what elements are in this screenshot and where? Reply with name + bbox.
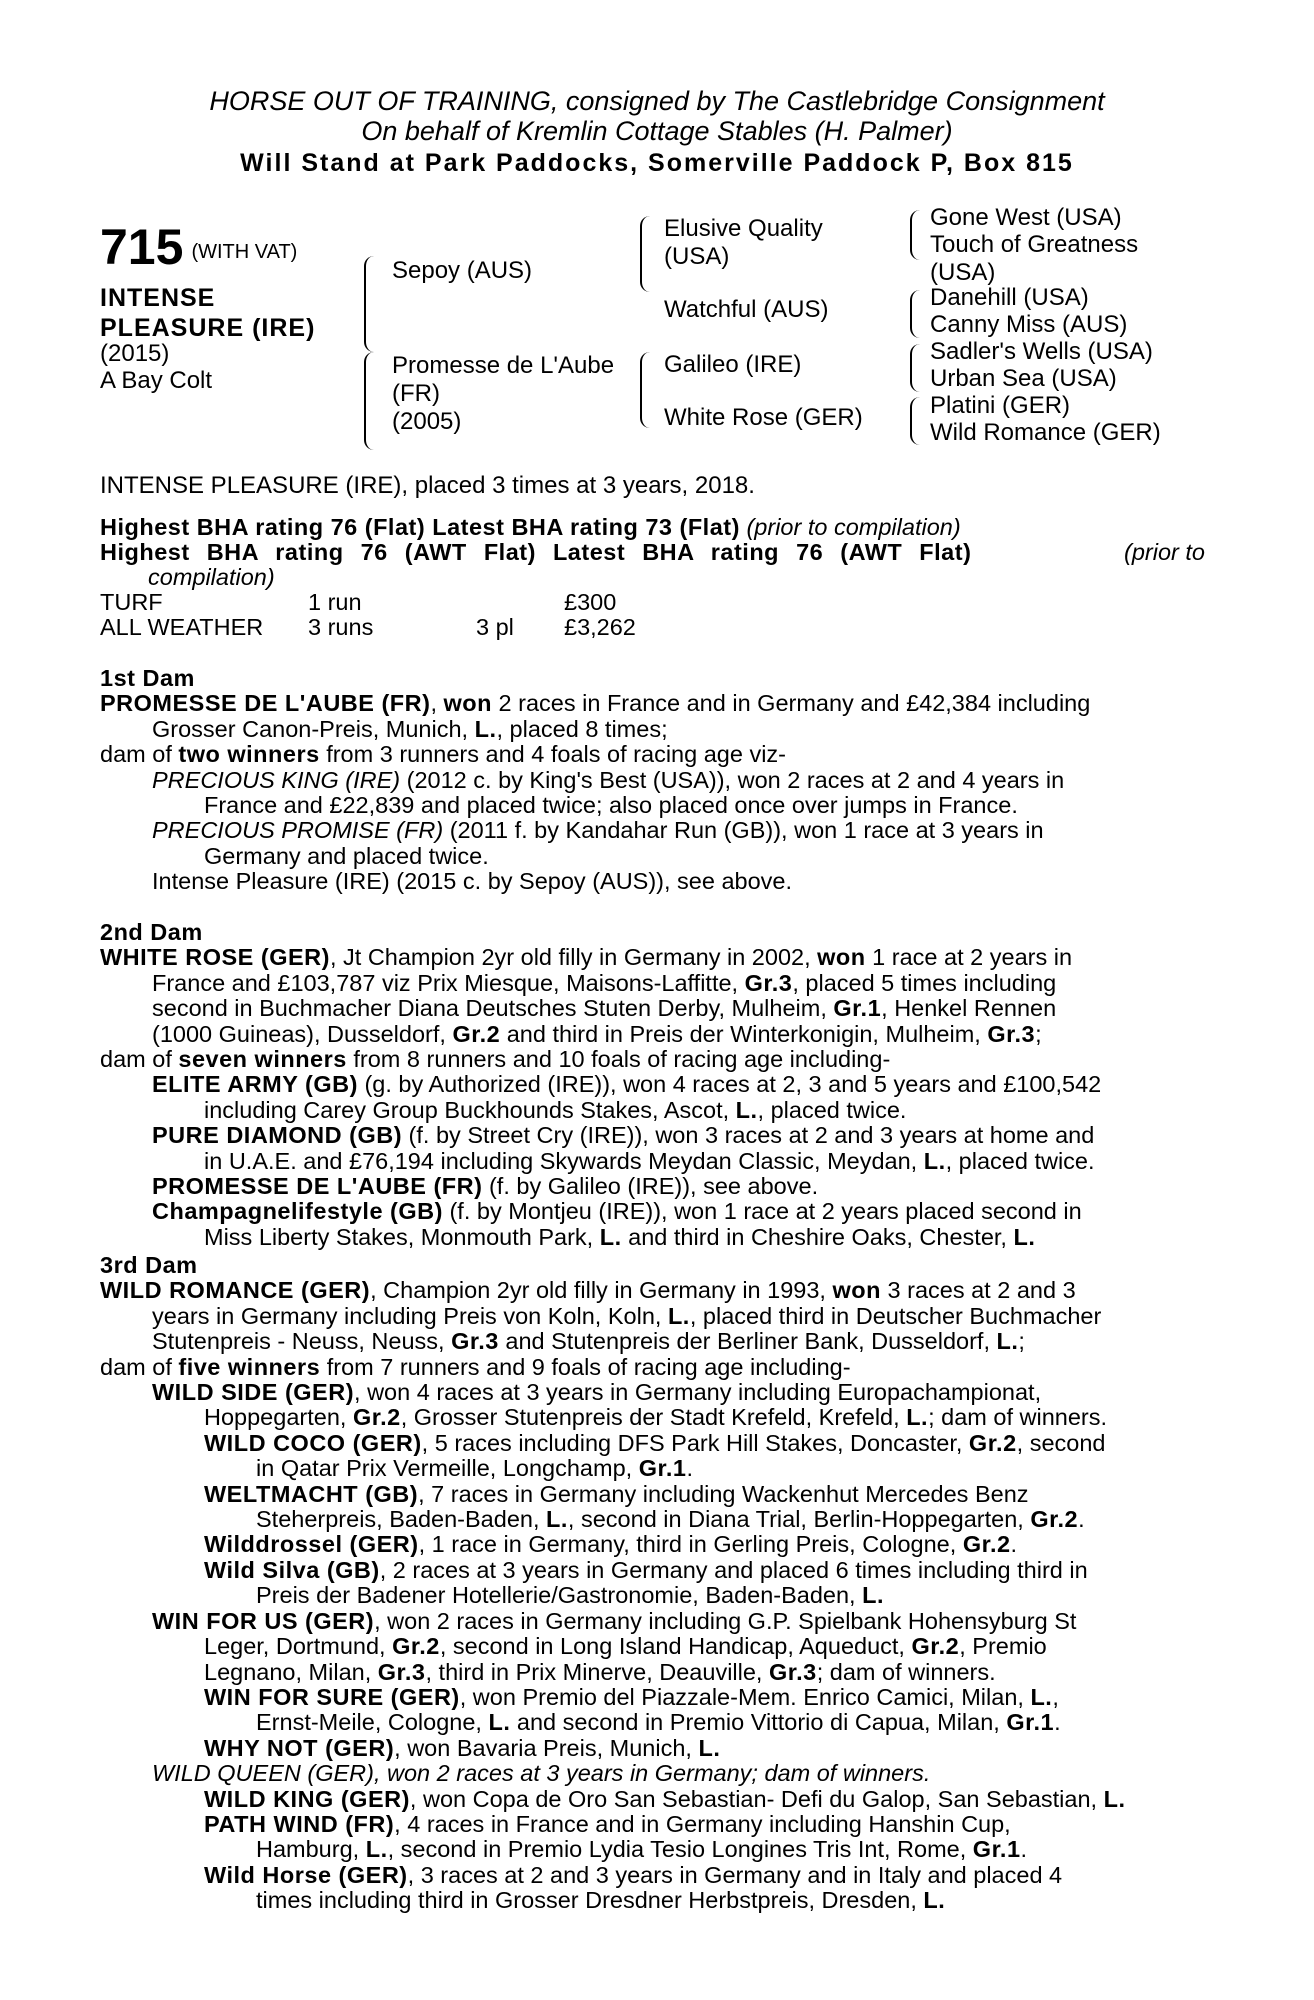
text: , Premio (959, 1633, 1047, 1660)
produce-item: Intense Pleasure (IRE) (2015 c. by Sepoy (AUS)), see above. (152, 868, 793, 895)
produce-item-cont (100, 1149, 1205, 1174)
rating-flat: Highest BHA rating 76 (Flat) Latest BHA rating 73 (Flat) (100, 514, 740, 540)
text: France and £22,839 and placed twice; also placed once over jumps in France. (204, 792, 1018, 819)
grade-label: Gr.1 (1006, 1709, 1055, 1736)
lot-number: 715 (100, 219, 184, 275)
ss-dam-line1: Touch of Greatness (930, 231, 1139, 258)
brace-sire (640, 216, 652, 292)
produce-name: Wild Silva (GB) (204, 1556, 380, 1583)
produce-item-cont (100, 1456, 1205, 1481)
horse-description: A Bay Colt (100, 367, 213, 394)
listed-label: L. (667, 1302, 690, 1329)
text: (2011 f. by Kandahar Run (GB)), won 1 race at 3 years in (443, 817, 1044, 844)
produce-item-cont (100, 1507, 1205, 1532)
text: Grosser Canon-Preis, Munich, (152, 715, 475, 742)
text: Miss Liberty Stakes, Monmouth Park, (204, 1223, 600, 1250)
second-dam-record (100, 945, 1205, 970)
text: and second in Premio Vittorio di Capua, Milan, (510, 1709, 1007, 1736)
text: , 7 races in Germany including Wackenhut Mercedes Benz (418, 1480, 1029, 1507)
produce-item-cont (100, 1837, 1205, 1862)
text: , second (1016, 1429, 1106, 1456)
text: (2012 c. by King's Best (USA)), won 2 races at 2 and 4 years in (400, 766, 1065, 793)
produce-item (100, 1532, 1205, 1557)
text: , placed 5 times including (792, 969, 1057, 996)
record-turf-surface: TURF (100, 589, 163, 615)
grade-label: Gr.1 (833, 995, 882, 1022)
grade-label: Gr.2 (968, 1429, 1017, 1456)
text: Stutenpreis - Neuss, Neuss, (152, 1328, 452, 1355)
text: Ernst-Meile, Cologne, (256, 1709, 489, 1736)
produce-name: PATH WIND (FR) (204, 1810, 395, 1837)
text: 1 race at 2 years in (865, 944, 1073, 971)
dd-dam: Wild Romance (GER) (930, 419, 1161, 446)
produce-item (100, 1812, 1205, 1837)
consignor-line: HORSE OUT OF TRAINING, consigned by The Castlebridge Consignment (209, 86, 1105, 116)
produce-name: WHY NOT (GER) (204, 1734, 395, 1761)
text: (g. by Authorized (IRE)), won 4 races at 2, 3 and 5 years and £100,542 (357, 1071, 1102, 1098)
text: , placed twice. (757, 1096, 907, 1123)
text: , won Copa de Oro San Sebastian- Defi du Galop, San Sebastian, (409, 1785, 1104, 1812)
record-turf-runs: 1 run (308, 589, 362, 615)
text: Legnano, Milan, (204, 1658, 378, 1685)
produce-item (100, 1558, 1205, 1583)
grade-label: Gr.2 (1030, 1506, 1079, 1533)
listed-label: L. (1013, 1223, 1036, 1250)
listed-label: L. (488, 1709, 511, 1736)
produce-item (100, 818, 1205, 843)
produce-item (100, 1482, 1205, 1507)
grade-label: Gr.2 (452, 1020, 501, 1047)
winners-count: seven winners (178, 1046, 347, 1073)
produce-name: PROMESSE DE L'AUBE (FR) (152, 1173, 483, 1200)
dam (392, 352, 614, 436)
text: , second in Diana Trial, Berlin-Hoppegarten, (567, 1506, 1031, 1533)
text: (f. by Montjeu (IRE)), won 1 race at 2 years placed second in (442, 1198, 1082, 1225)
won-label: won (817, 944, 866, 971)
produce-item (100, 1431, 1205, 1456)
produce-name: PRECIOUS PROMISE (FR) (152, 817, 444, 844)
text: and Stutenpreis der Berliner Bank, Dusseldorf, (498, 1328, 997, 1355)
second-dam-produce (100, 1047, 1205, 1072)
text: dam of (100, 1046, 179, 1073)
listed-label: L. (906, 1404, 929, 1431)
text: Preis der Badener Hotellerie/Gastronomie, Baden-Baden, (256, 1582, 863, 1609)
text: and third in Preis der Winterkonigin, Mulheim, (500, 1020, 988, 1047)
listed-label: L. (923, 1147, 946, 1174)
text: ; (1018, 1328, 1025, 1355)
produce-item (100, 1609, 1205, 1634)
record-aw-placed: 3 pl (476, 614, 514, 640)
grade-label: Gr.3 (451, 1328, 499, 1355)
text: Germany and placed twice. (204, 842, 489, 869)
text: ; (1035, 1020, 1042, 1047)
produce-item (100, 1123, 1205, 1148)
race-summary: INTENSE PLEASURE (IRE), placed 3 times at 3 years, 2018. (100, 472, 755, 499)
produce-item-cont (100, 1888, 1205, 1913)
dam-sire: Galileo (IRE) (664, 351, 802, 378)
brace-dam (640, 352, 652, 428)
third-dam-produce (100, 1355, 1205, 1380)
listed-label: L. (698, 1734, 721, 1761)
ratings-line2 (100, 540, 1205, 590)
listed-label: L. (1030, 1683, 1053, 1710)
produce-item-cont (100, 844, 1205, 869)
produce-name: Wild Horse (GER) (204, 1861, 408, 1888)
text: ; dam of winners. (816, 1658, 996, 1685)
produce-item-cont (100, 1405, 1205, 1430)
record-aw-prize: £3,262 (564, 614, 636, 640)
text: 2 races in France and in Germany and £42,384 including (492, 690, 1091, 717)
record-turf-prize: £300 (564, 589, 617, 615)
text: Steherpreis, Baden-Baden, (256, 1506, 547, 1533)
winners-count: two winners (178, 741, 320, 768)
first-dam-heading: 1st Dam (100, 665, 195, 691)
produce-name: Champagnelifestyle (GB) (152, 1198, 443, 1225)
listed-label: L. (546, 1506, 568, 1533)
pedigree-brace-lower (364, 352, 376, 450)
ds-dam: Urban Sea (USA) (930, 365, 1117, 392)
produce-item-cont (100, 1710, 1205, 1735)
produce-item-cont (100, 1583, 1205, 1608)
listed-label: L. (923, 1887, 946, 1914)
produce-name: WELTMACHT (GB) (204, 1480, 419, 1507)
text: , Champion 2yr old filly in Germany in 1993, (370, 1277, 833, 1304)
produce-item-cont (100, 1225, 1205, 1250)
behalf-line: On behalf of Kremlin Cottage Stables (H. Palmer) (361, 116, 953, 146)
rating-note: (prior to compilation) (746, 514, 961, 540)
grade-label: Gr.1 (972, 1836, 1021, 1863)
text: , 2 races at 3 years in Germany and placed 6 times including third in (379, 1556, 1088, 1583)
sire-sire-line2: (USA) (664, 243, 730, 270)
lot-block (100, 219, 298, 275)
text: , second in Premio Lydia Tesio Longines Tris Int, Rome, (387, 1836, 973, 1863)
produce-name: WIN FOR SURE (GER) (204, 1683, 460, 1710)
text: (1000 Guineas), Dusseldorf, (152, 1020, 453, 1047)
foaling-year: (2015) (100, 340, 170, 367)
ratings-line1 (100, 515, 1205, 540)
text: . (1020, 1836, 1028, 1863)
text: . (1010, 1531, 1018, 1558)
text: , 5 races including DFS Park Hill Stakes, Doncaster, (421, 1429, 969, 1456)
vat-note: (WITH VAT) (191, 241, 298, 263)
produce-name: WIN FOR US (GER) (152, 1607, 375, 1634)
grade-label: Gr.2 (911, 1633, 960, 1660)
text: from 8 runners and 10 foals of racing age including- (346, 1046, 891, 1073)
text: , 3 races at 2 and 3 years in Germany and in Italy and placed 4 (407, 1861, 1063, 1888)
listed-label: L. (735, 1096, 758, 1123)
text: , Henkel Rennen (881, 995, 1057, 1022)
sire-dam: Watchful (AUS) (664, 296, 829, 323)
produce-item-cont (100, 793, 1205, 818)
first-dam-record-cont (100, 717, 1205, 742)
text: , won 2 races in Germany including G.P. Spielbank Hohensyburg St (374, 1607, 1077, 1634)
third-dam-heading: 3rd Dam (100, 1252, 198, 1278)
text: , 1 race in Germany, third in Gerling Preis, Cologne, (418, 1531, 963, 1558)
produce-item-cont (100, 1634, 1205, 1659)
sd-sire: Danehill (USA) (930, 284, 1089, 311)
grade-label: Gr.2 (392, 1633, 440, 1660)
listed-label: L. (862, 1582, 885, 1609)
rating-note-b: compilation) (148, 564, 275, 590)
ss-dam (930, 231, 1138, 287)
produce-name: ELITE ARMY (GB) (152, 1071, 358, 1098)
produce-name: WILD SIDE (GER) (152, 1379, 355, 1406)
text: , Grosser Stutenpreis der Stadt Krefeld, Krefeld, (400, 1404, 907, 1431)
text: and third in Cheshire Oaks, Chester, (621, 1223, 1014, 1250)
ds-sire: Sadler's Wells (USA) (930, 338, 1153, 365)
pedigree-brace-upper (364, 256, 376, 352)
horse-name-line1: INTENSE (100, 284, 216, 312)
second-dam-heading: 2nd Dam (100, 919, 203, 945)
produce-item (100, 1736, 1205, 1761)
dam-line3: (2005) (392, 408, 462, 435)
horse-info (100, 340, 212, 394)
listed-label: L. (599, 1223, 622, 1250)
text: Hamburg, (256, 1836, 366, 1863)
text: , placed third in Deutscher Buchmacher (689, 1302, 1102, 1329)
text: times including third in Grosser Dresdner Herbstpreis, Dresden, (256, 1887, 924, 1914)
text: , placed twice. (945, 1147, 1095, 1174)
horse-name-line2: PLEASURE (IRE) (100, 314, 316, 342)
record-cont (100, 1022, 1205, 1047)
record-cont (100, 971, 1205, 996)
third-dam-name: WILD ROMANCE (GER) (100, 1277, 371, 1304)
brace-ss (910, 210, 921, 260)
first-dam-produce (100, 742, 1205, 767)
produce-item-cont (100, 1098, 1205, 1123)
grade-label: Gr.3 (744, 969, 793, 996)
record-cont (100, 1329, 1205, 1354)
sire-sire-line1: Elusive Quality (664, 215, 823, 242)
text: , placed 8 times; (496, 715, 668, 742)
text: , (1052, 1683, 1059, 1710)
grade-label: Gr.3 (768, 1658, 817, 1685)
text: Hoppegarten, (204, 1404, 353, 1431)
ss-dam-line2: (USA) (930, 259, 996, 286)
brace-dd (910, 397, 921, 445)
text: in U.A.E. and £76,194 including Skywards Meydan Classic, Meydan, (204, 1147, 924, 1174)
text: . (1054, 1709, 1061, 1736)
brace-ds (910, 344, 921, 392)
produce-item (100, 1174, 1205, 1199)
text: from 7 runners and 9 foals of racing age including- (320, 1353, 851, 1380)
listed-label: L. (474, 715, 497, 742)
produce-name: Wilddrossel (GER) (204, 1531, 419, 1558)
text: including Carey Group Buckhounds Stakes, Ascot, (204, 1096, 736, 1123)
produce-name: PRECIOUS KING (IRE) (152, 766, 401, 793)
text: , 4 races in France and in Germany including Hanshin Cup, (394, 1810, 1011, 1837)
produce-item (100, 1380, 1205, 1405)
text: , won 4 races at 3 years in Germany including Europachampionat, (354, 1379, 1042, 1406)
location-line: Will Stand at Park Paddocks, Somerville Paddock P, Box 815 (240, 149, 1074, 177)
produce-item (100, 1863, 1205, 1888)
first-dam-record: PROMESSE DE L'AUBE (FR), won 2 races in France and in Germany and £42,384 including (100, 690, 1091, 717)
won-label: won (443, 690, 492, 717)
dd-sire: Platini (GER) (930, 392, 1071, 419)
text: second in Buchmacher Diana Deutsches Stuten Derby, Mulheim, (152, 995, 834, 1022)
text: Leger, Dortmund, (204, 1633, 393, 1660)
dam-dam: White Rose (GER) (664, 404, 863, 431)
text: ; dam of winners. (928, 1404, 1108, 1431)
text: France and £103,787 viz Prix Miesque, Maisons-Laffitte, (152, 969, 745, 996)
produce-item (100, 1787, 1205, 1812)
rating-note-a: (prior to (1124, 539, 1205, 565)
text: , won Bavaria Preis, Munich, (394, 1734, 699, 1761)
grade-label: Gr.1 (638, 1455, 687, 1482)
sd-dam: Canny Miss (AUS) (930, 311, 1128, 338)
text: from 3 runners and 4 foals of racing age viz- (319, 741, 786, 768)
produce-item (100, 768, 1205, 793)
text: . (1078, 1506, 1085, 1533)
text: , second in Long Island Handicap, Aqueduct, (439, 1633, 912, 1660)
grade-label: Gr.2 (352, 1404, 401, 1431)
text: 3 races at 2 and 3 (880, 1277, 1076, 1304)
horse-name (100, 283, 315, 343)
rating-awt: Highest BHA rating 76 (AWT Flat) Latest BHA rating 76 (AWT Flat) (100, 539, 972, 565)
record-cont (100, 1304, 1205, 1329)
produce-name: WILD KING (GER) (204, 1785, 410, 1812)
produce-item-cont (100, 1660, 1205, 1685)
dam-line1: Promesse de L'Aube (392, 352, 615, 379)
listed-label: L. (365, 1836, 388, 1863)
text: , Jt Champion 2yr old filly in Germany in 2002, (329, 944, 818, 971)
third-dam-section (100, 1253, 1205, 1914)
record-cont (100, 996, 1205, 1021)
ss-sire: Gone West (USA) (930, 204, 1122, 231)
text: dam of (100, 1353, 179, 1380)
brace-sd (910, 290, 921, 338)
grade-label: Gr.3 (987, 1020, 1036, 1047)
won-label: won (832, 1277, 881, 1304)
grade-label: Gr.2 (962, 1531, 1011, 1558)
text: . (686, 1455, 693, 1482)
sire: Sepoy (AUS) (392, 257, 533, 284)
produce-item (100, 1685, 1205, 1710)
third-dam-record (100, 1278, 1205, 1303)
text: , won Premio del Piazzale-Mem. Enrico Camici, Milan, (459, 1683, 1031, 1710)
winners-count: five winners (178, 1353, 321, 1380)
second-dam-section (100, 920, 1205, 1250)
dam-line2: (FR) (392, 380, 440, 407)
text: (f. by Street Cry (IRE)), won 3 races at 2 and 3 years at home and (402, 1122, 1095, 1149)
produce-item (100, 1072, 1205, 1097)
grade-label: Gr.3 (377, 1658, 426, 1685)
produce-name: PURE DIAMOND (GB) (152, 1122, 403, 1149)
produce-item: WILD QUEEN (GER), won 2 races at 3 years in Germany; dam of winners. (152, 1760, 931, 1787)
second-dam-name: WHITE ROSE (GER) (100, 944, 330, 971)
text: in Qatar Prix Vermeille, Longchamp, (256, 1455, 639, 1482)
record-aw-runs: 3 runs (308, 614, 374, 640)
text: (f. by Galileo (IRE)), see above. (482, 1173, 819, 1200)
text: years in Germany including Preis von Koln, Koln, (152, 1302, 668, 1329)
first-dam-name: PROMESSE DE L'AUBE (FR) (100, 690, 431, 717)
listed-label: L. (996, 1328, 1019, 1355)
record-aw-surface: ALL WEATHER (100, 614, 264, 640)
text: dam of (100, 741, 179, 768)
produce-name: WILD COCO (GER) (204, 1429, 422, 1456)
first-dam-section (100, 666, 1205, 895)
produce-item (100, 1199, 1205, 1224)
listed-label: L. (1103, 1785, 1126, 1812)
text: , third in Prix Minerve, Deauville, (425, 1658, 769, 1685)
sire-sire (664, 215, 823, 271)
